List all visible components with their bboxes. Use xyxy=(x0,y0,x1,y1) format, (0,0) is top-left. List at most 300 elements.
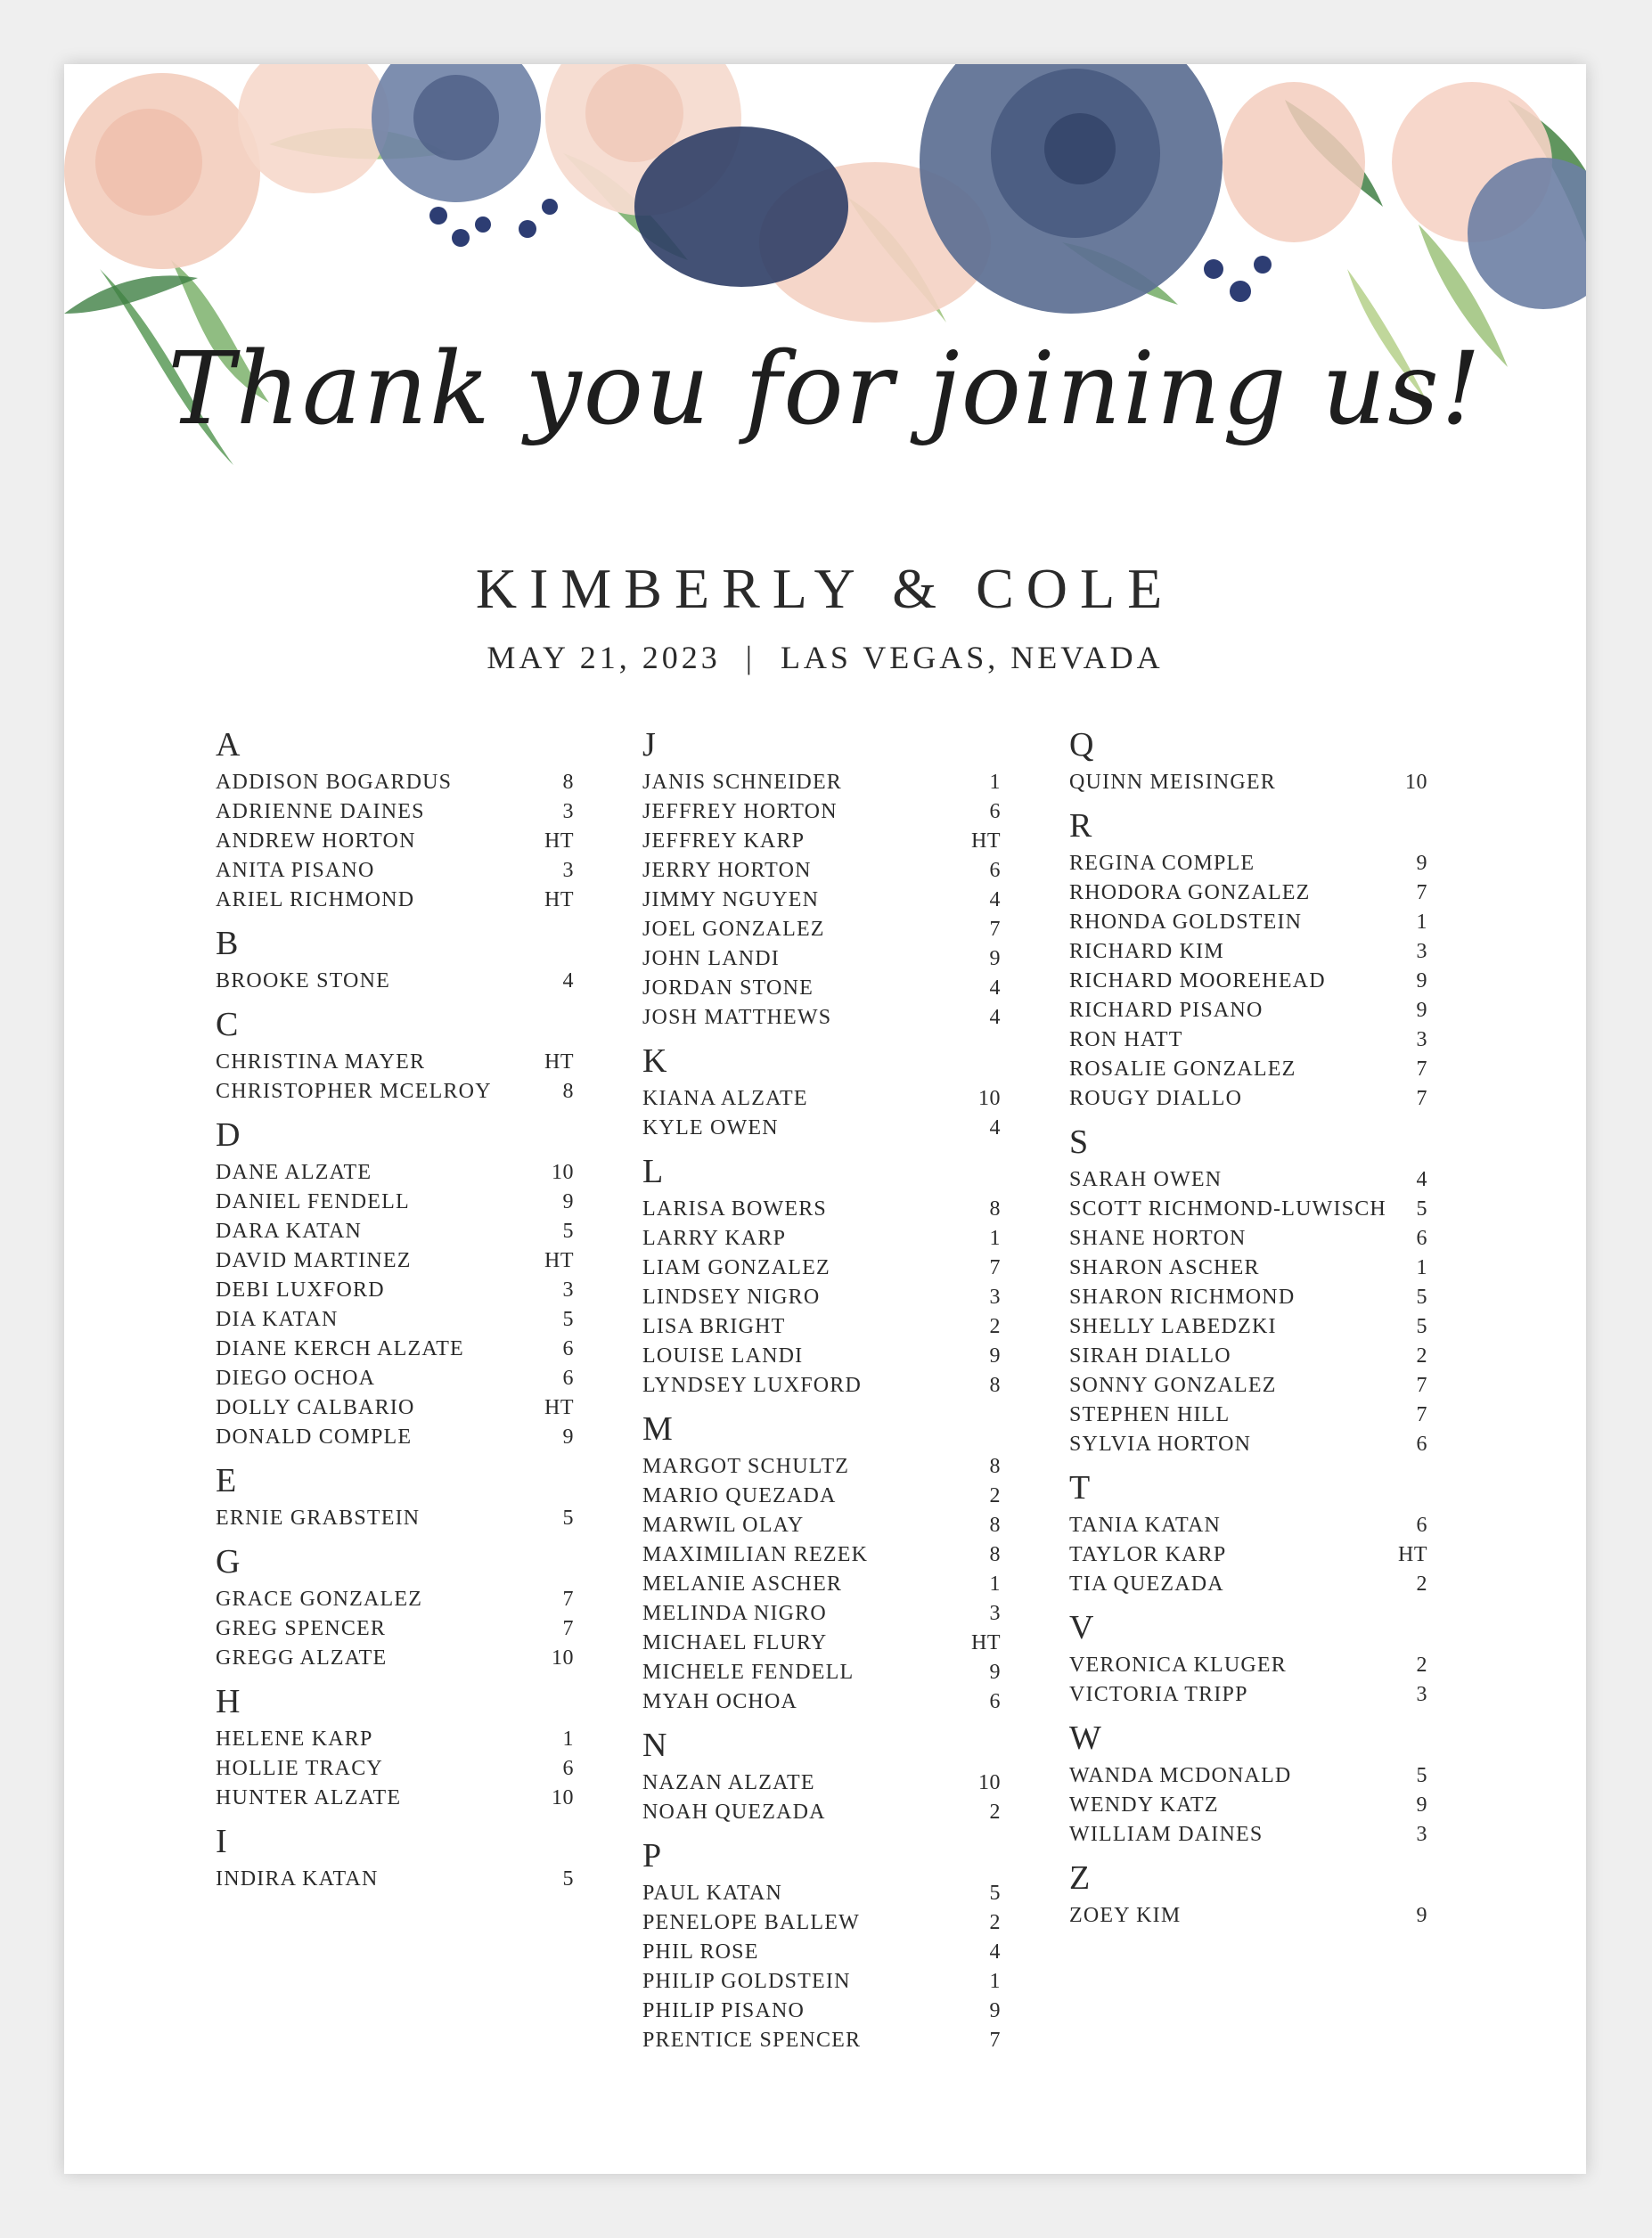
table-number: 7 xyxy=(1416,1374,1427,1397)
guest-name: CHRISTINA MAYER xyxy=(216,1050,426,1074)
table-number: 7 xyxy=(1416,1403,1427,1426)
group-letter-heading: T xyxy=(1069,1469,1091,1507)
letter-group xyxy=(1069,1121,1427,1459)
table-number: 6 xyxy=(562,1367,574,1390)
guest-row xyxy=(642,1798,1001,1827)
guest-row xyxy=(216,797,574,827)
guest-name: INDIRA KATAN xyxy=(216,1867,379,1891)
letter-group xyxy=(216,922,574,996)
guest-name: JOHN LANDI xyxy=(642,947,780,970)
guest-row xyxy=(1069,1254,1427,1283)
guest-name: DONALD COMPLE xyxy=(216,1425,413,1449)
guest-name: RON HATT xyxy=(1069,1028,1183,1051)
table-number: 10 xyxy=(552,1646,574,1670)
table-number: 1 xyxy=(989,1970,1001,1993)
guest-row xyxy=(216,886,574,915)
guest-name: RICHARD MOOREHEAD xyxy=(1069,969,1326,992)
table-number: 10 xyxy=(552,1786,574,1809)
group-letter-heading: G xyxy=(216,1543,241,1580)
table-number: 10 xyxy=(552,1161,574,1184)
event-location: LAS VEGAS, NEVADA xyxy=(780,640,1164,675)
group-letter-heading: B xyxy=(216,925,239,962)
table-number: 3 xyxy=(1416,1823,1427,1846)
table-number: 5 xyxy=(989,1882,1001,1905)
guest-row xyxy=(642,1540,1001,1570)
guest-name: SHARON RICHMOND xyxy=(1069,1286,1296,1309)
guest-row xyxy=(216,768,574,797)
letter-group xyxy=(216,1820,574,1894)
guest-row xyxy=(642,1658,1001,1687)
guest-name: SYLVIA HORTON xyxy=(1069,1433,1252,1456)
guest-name: PHIL ROSE xyxy=(642,1940,759,1964)
guest-name: MICHAEL FLURY xyxy=(642,1631,828,1654)
guest-row xyxy=(642,797,1001,827)
guest-row xyxy=(642,1342,1001,1371)
guest-row xyxy=(642,1084,1001,1114)
guest-name: JIMMY NGUYEN xyxy=(642,888,820,911)
group-letter-heading: J xyxy=(642,726,656,764)
guest-row xyxy=(642,2026,1001,2055)
table-number: 3 xyxy=(562,859,574,882)
letter-group xyxy=(642,1040,1001,1143)
table-number: 9 xyxy=(1416,852,1427,875)
group-letter-heading: Z xyxy=(1069,1859,1091,1897)
group-letter-heading: A xyxy=(216,726,241,764)
table-number: 9 xyxy=(989,947,1001,970)
table-number: 1 xyxy=(1416,1256,1427,1279)
guest-row xyxy=(1069,1195,1427,1224)
table-number: 4 xyxy=(989,976,1001,1000)
table-number: 3 xyxy=(989,1602,1001,1625)
guest-name: LINDSEY NIGRO xyxy=(642,1286,821,1309)
guest-name: RICHARD PISANO xyxy=(1069,999,1264,1022)
table-number: 10 xyxy=(978,1771,1001,1794)
guest-row xyxy=(216,1614,574,1644)
guest-row xyxy=(642,1687,1001,1717)
table-number: 9 xyxy=(1416,969,1427,992)
guest-name: WANDA MCDONALD xyxy=(1069,1764,1292,1787)
guest-name: VICTORIA TRIPP xyxy=(1069,1683,1248,1706)
letter-group xyxy=(216,723,574,915)
guest-name: JEFFREY HORTON xyxy=(642,800,838,823)
guest-row xyxy=(642,1114,1001,1143)
guest-row xyxy=(642,1195,1001,1224)
thank-you-script-title: Thank you for joining us! xyxy=(168,331,1483,447)
guest-name: ADDISON BOGARDUS xyxy=(216,771,453,794)
table-number: 10 xyxy=(978,1087,1001,1110)
table-number: 9 xyxy=(1416,999,1427,1022)
guest-row xyxy=(642,768,1001,797)
guest-column-2 xyxy=(642,723,1001,2055)
letter-group xyxy=(1069,1606,1427,1710)
guest-name: MAXIMILIAN REZEK xyxy=(642,1543,869,1566)
guest-name: SCOTT RICHMOND-LUWISCH xyxy=(1069,1197,1386,1221)
letter-group xyxy=(216,1003,574,1107)
guest-row xyxy=(642,1452,1001,1482)
table-number: 6 xyxy=(1416,1514,1427,1537)
letter-group xyxy=(1069,723,1427,797)
table-number: 2 xyxy=(1416,1572,1427,1596)
group-letter-heading: D xyxy=(216,1116,241,1154)
guest-name: ROUGY DIALLO xyxy=(1069,1087,1243,1110)
guest-row xyxy=(1069,1820,1427,1850)
guest-name: JOEL GONZALEZ xyxy=(642,918,825,941)
table-number: HT xyxy=(544,888,574,911)
letter-group xyxy=(1069,805,1427,1114)
guest-row xyxy=(642,1599,1001,1629)
guest-row xyxy=(216,1644,574,1673)
guest-row xyxy=(642,944,1001,974)
guest-row xyxy=(216,1504,574,1533)
guest-name: TANIA KATAN xyxy=(1069,1514,1222,1537)
guest-row xyxy=(216,1305,574,1335)
letter-group xyxy=(642,723,1001,1033)
guest-row xyxy=(642,974,1001,1003)
guest-row xyxy=(642,1283,1001,1312)
table-number: 5 xyxy=(1416,1286,1427,1309)
table-number: 6 xyxy=(562,1757,574,1780)
guest-row xyxy=(642,1768,1001,1798)
guest-name: WENDY KATZ xyxy=(1069,1793,1219,1817)
table-number: HT xyxy=(544,1396,574,1419)
table-number: 7 xyxy=(1416,1058,1427,1081)
guest-name: LYNDSEY LUXFORD xyxy=(642,1374,863,1397)
guest-row xyxy=(1069,1283,1427,1312)
letter-group xyxy=(642,1150,1001,1401)
guest-name: DANE ALZATE xyxy=(216,1161,372,1184)
letter-group xyxy=(1069,1466,1427,1599)
guest-name: QUINN MEISINGER xyxy=(1069,771,1276,794)
table-number: 7 xyxy=(989,1256,1001,1279)
table-number: HT xyxy=(544,1050,574,1074)
guest-name: NAZAN ALZATE xyxy=(642,1771,815,1794)
guest-name: PAUL KATAN xyxy=(642,1882,782,1905)
guest-name: NOAH QUEZADA xyxy=(642,1801,826,1824)
guest-name: KIANA ALZATE xyxy=(642,1087,808,1110)
letter-group xyxy=(642,1408,1001,1717)
date-location-separator: | xyxy=(745,640,756,675)
guest-row xyxy=(216,1188,574,1217)
guest-row xyxy=(642,856,1001,886)
guest-name: JOSH MATTHEWS xyxy=(642,1006,832,1029)
group-letter-heading: R xyxy=(1069,807,1092,845)
guest-name: DEBI LUXFORD xyxy=(216,1278,385,1302)
guest-name: DIEGO OCHOA xyxy=(216,1367,376,1390)
table-number: 8 xyxy=(989,1514,1001,1537)
guest-name: GREG SPENCER xyxy=(216,1617,387,1640)
table-number: HT xyxy=(544,829,574,853)
guest-name: DANIEL FENDELL xyxy=(216,1190,410,1213)
table-number: 1 xyxy=(1416,911,1427,934)
guest-row xyxy=(216,1585,574,1614)
guest-name: PENELOPE BALLEW xyxy=(642,1911,860,1934)
guest-name: HELENE KARP xyxy=(216,1728,373,1751)
letter-group xyxy=(216,1459,574,1533)
table-number: HT xyxy=(1398,1543,1427,1566)
table-number: 1 xyxy=(989,771,1001,794)
guest-column-3 xyxy=(1069,723,1427,1931)
guest-row xyxy=(642,886,1001,915)
guest-name: GRACE GONZALEZ xyxy=(216,1588,423,1611)
guest-name: LOUISE LANDI xyxy=(642,1344,804,1368)
group-letter-heading: V xyxy=(1069,1609,1094,1646)
guest-name: SIRAH DIALLO xyxy=(1069,1344,1231,1368)
table-number: 4 xyxy=(562,969,574,992)
table-number: 2 xyxy=(1416,1654,1427,1677)
guest-name: DIA KATAN xyxy=(216,1308,339,1331)
guest-name: MARGOT SCHULTZ xyxy=(642,1455,850,1478)
guest-name: ZOEY KIM xyxy=(1069,1904,1182,1927)
table-number: 4 xyxy=(1416,1168,1427,1191)
table-number: 9 xyxy=(989,1999,1001,2022)
guest-name: TAYLOR KARP xyxy=(1069,1543,1227,1566)
seating-chart-card xyxy=(64,64,1586,2174)
guest-row xyxy=(216,1158,574,1188)
guest-name: LARISA BOWERS xyxy=(642,1197,827,1221)
guest-row xyxy=(216,1364,574,1393)
guest-name: CHRISTOPHER MCELROY xyxy=(216,1080,492,1103)
table-number: 2 xyxy=(1416,1344,1427,1368)
table-number: 5 xyxy=(562,1308,574,1331)
guest-row xyxy=(216,1784,574,1813)
table-number: HT xyxy=(971,1631,1001,1654)
table-number: 6 xyxy=(989,1690,1001,1713)
group-letter-heading: L xyxy=(642,1153,664,1190)
guest-row xyxy=(1069,1570,1427,1599)
guest-name: JANIS SCHNEIDER xyxy=(642,771,843,794)
guest-name: SHARON ASCHER xyxy=(1069,1256,1260,1279)
letter-group xyxy=(216,1540,574,1673)
guest-name: MARIO QUEZADA xyxy=(642,1484,837,1507)
guest-row xyxy=(1069,1761,1427,1791)
group-letter-heading: I xyxy=(216,1823,227,1860)
guest-row xyxy=(1069,1084,1427,1114)
table-number: 1 xyxy=(562,1728,574,1751)
table-number: 1 xyxy=(989,1572,1001,1596)
table-number: 8 xyxy=(989,1374,1001,1397)
letter-group xyxy=(642,1834,1001,2055)
guest-name: HUNTER ALZATE xyxy=(216,1786,402,1809)
guest-name: SHANE HORTON xyxy=(1069,1227,1247,1250)
guest-name: ANITA PISANO xyxy=(216,859,375,882)
guest-name: JORDAN STONE xyxy=(642,976,814,1000)
guest-row xyxy=(1069,1651,1427,1680)
table-number: 3 xyxy=(989,1286,1001,1309)
group-letter-heading: N xyxy=(642,1727,667,1764)
table-number: 6 xyxy=(1416,1433,1427,1456)
table-number: 6 xyxy=(989,859,1001,882)
table-number: 9 xyxy=(562,1425,574,1449)
letter-group xyxy=(1069,1857,1427,1931)
group-letter-heading: H xyxy=(216,1683,241,1720)
table-number: 4 xyxy=(989,1940,1001,1964)
couple-names: KIMBERLY & COLE xyxy=(475,557,1175,620)
guest-row xyxy=(1069,996,1427,1025)
guest-name: MELINDA NIGRO xyxy=(642,1602,827,1625)
guest-row xyxy=(216,1754,574,1784)
group-letter-heading: E xyxy=(216,1462,237,1499)
guest-name: STEPHEN HILL xyxy=(1069,1403,1231,1426)
guest-name: BROOKE STONE xyxy=(216,969,390,992)
table-number: HT xyxy=(971,829,1001,853)
table-number: 3 xyxy=(1416,1683,1427,1706)
guest-name: DARA KATAN xyxy=(216,1220,363,1243)
guest-name: MARWIL OLAY xyxy=(642,1514,805,1537)
guest-row xyxy=(1069,967,1427,996)
group-letter-heading: S xyxy=(1069,1123,1089,1161)
guest-name: RHONDA GOLDSTEIN xyxy=(1069,911,1303,934)
table-number: 2 xyxy=(989,1315,1001,1338)
table-number: 9 xyxy=(1416,1904,1427,1927)
guest-column-1 xyxy=(216,723,574,1894)
table-number: 4 xyxy=(989,1116,1001,1139)
guest-name: HOLLIE TRACY xyxy=(216,1757,383,1780)
table-number: 2 xyxy=(989,1801,1001,1824)
guest-name: RHODORA GONZALEZ xyxy=(1069,881,1311,904)
guest-name: REGINA COMPLE xyxy=(1069,852,1255,875)
table-number: 7 xyxy=(562,1588,574,1611)
guest-row xyxy=(216,1865,574,1894)
guest-name: TIA QUEZADA xyxy=(1069,1572,1224,1596)
guest-row xyxy=(642,1570,1001,1599)
table-number: 9 xyxy=(1416,1793,1427,1817)
table-number: 5 xyxy=(562,1867,574,1891)
table-number: 3 xyxy=(1416,940,1427,963)
guest-row xyxy=(1069,1430,1427,1459)
guest-name: PHILIP PISANO xyxy=(642,1999,806,2022)
guest-row xyxy=(1069,878,1427,908)
guest-name: LISA BRIGHT xyxy=(642,1315,786,1338)
table-number: 8 xyxy=(989,1543,1001,1566)
guest-row xyxy=(216,1335,574,1364)
guest-name: ERNIE GRABSTEIN xyxy=(216,1507,421,1530)
guest-row xyxy=(1069,768,1427,797)
table-number: 1 xyxy=(989,1227,1001,1250)
letter-group xyxy=(216,1114,574,1452)
table-number: 6 xyxy=(562,1337,574,1360)
guest-row xyxy=(1069,1680,1427,1710)
guest-name: PRENTICE SPENCER xyxy=(642,2029,862,2052)
guest-row xyxy=(216,1423,574,1452)
guest-row xyxy=(1069,1791,1427,1820)
guest-name: DAVID MARTINEZ xyxy=(216,1249,412,1272)
event-date: MAY 21, 2023 xyxy=(487,640,721,675)
table-number: 9 xyxy=(562,1190,574,1213)
guest-name: ARIEL RICHMOND xyxy=(216,888,415,911)
guest-row xyxy=(642,1938,1001,1967)
guest-row xyxy=(1069,1401,1427,1430)
table-number: 5 xyxy=(1416,1315,1427,1338)
guest-name: SARAH OWEN xyxy=(1069,1168,1223,1191)
guest-row xyxy=(216,1393,574,1423)
guest-name: JERRY HORTON xyxy=(642,859,812,882)
table-number: 6 xyxy=(1416,1227,1427,1250)
guest-row xyxy=(216,827,574,856)
table-number: 7 xyxy=(562,1617,574,1640)
table-number: 5 xyxy=(1416,1764,1427,1787)
guest-row xyxy=(642,1312,1001,1342)
guest-name: KYLE OWEN xyxy=(642,1116,779,1139)
guest-row xyxy=(642,827,1001,856)
table-number: 9 xyxy=(989,1344,1001,1368)
guest-row xyxy=(216,1048,574,1077)
guest-row xyxy=(216,1246,574,1276)
guest-name: DIANE KERCH ALZATE xyxy=(216,1337,464,1360)
guest-name: PHILIP GOLDSTEIN xyxy=(642,1970,851,1993)
guest-row xyxy=(642,1879,1001,1908)
guest-row xyxy=(216,967,574,996)
guest-row xyxy=(1069,1342,1427,1371)
letter-group xyxy=(642,1724,1001,1827)
table-number: 7 xyxy=(1416,1087,1427,1110)
guest-row xyxy=(216,1276,574,1305)
guest-name: WILLIAM DAINES xyxy=(1069,1823,1264,1846)
guest-row xyxy=(642,1511,1001,1540)
guest-row xyxy=(642,915,1001,944)
guest-row xyxy=(1069,937,1427,967)
table-number: 8 xyxy=(562,771,574,794)
guest-row xyxy=(642,1224,1001,1254)
table-number: 5 xyxy=(562,1220,574,1243)
guest-row xyxy=(642,1629,1001,1658)
table-number: 10 xyxy=(1405,771,1427,794)
guest-row xyxy=(1069,1025,1427,1055)
table-number: 8 xyxy=(562,1080,574,1103)
guest-name: LARRY KARP xyxy=(642,1227,787,1250)
guest-name: LIAM GONZALEZ xyxy=(642,1256,830,1279)
table-number: 2 xyxy=(989,1911,1001,1934)
guest-name: JEFFREY KARP xyxy=(642,829,806,853)
guest-name: SONNY GONZALEZ xyxy=(1069,1374,1277,1397)
guest-row xyxy=(1069,908,1427,937)
guest-row xyxy=(642,1967,1001,1997)
guest-row xyxy=(216,1217,574,1246)
guest-row xyxy=(1069,1511,1427,1540)
guest-row xyxy=(1069,849,1427,878)
guest-row xyxy=(216,856,574,886)
group-letter-heading: K xyxy=(642,1042,667,1080)
group-letter-heading: M xyxy=(642,1410,673,1448)
guest-name: ADRIENNE DAINES xyxy=(216,800,425,823)
letter-group xyxy=(1069,1717,1427,1850)
guest-name: DOLLY CALBARIO xyxy=(216,1396,415,1419)
guest-row xyxy=(1069,1371,1427,1401)
guest-row xyxy=(216,1077,574,1107)
group-letter-heading: P xyxy=(642,1837,662,1875)
guest-row xyxy=(1069,1312,1427,1342)
group-letter-heading: Q xyxy=(1069,726,1094,764)
table-number: 3 xyxy=(562,1278,574,1302)
table-number: 8 xyxy=(989,1197,1001,1221)
table-number: 7 xyxy=(989,918,1001,941)
letter-group xyxy=(216,1680,574,1813)
guest-row xyxy=(642,1482,1001,1511)
guest-row xyxy=(216,1725,574,1754)
table-number: 2 xyxy=(989,1484,1001,1507)
group-letter-heading: W xyxy=(1069,1719,1101,1757)
table-number: 3 xyxy=(562,800,574,823)
table-number: 7 xyxy=(989,2029,1001,2052)
guest-row xyxy=(642,1997,1001,2026)
guest-name: GREGG ALZATE xyxy=(216,1646,388,1670)
table-number: 7 xyxy=(1416,881,1427,904)
guest-name: MYAH OCHOA xyxy=(642,1690,798,1713)
group-letter-heading: C xyxy=(216,1006,239,1043)
table-number: HT xyxy=(544,1249,574,1272)
table-number: 4 xyxy=(989,888,1001,911)
guest-row xyxy=(1069,1540,1427,1570)
guest-row xyxy=(1069,1165,1427,1195)
